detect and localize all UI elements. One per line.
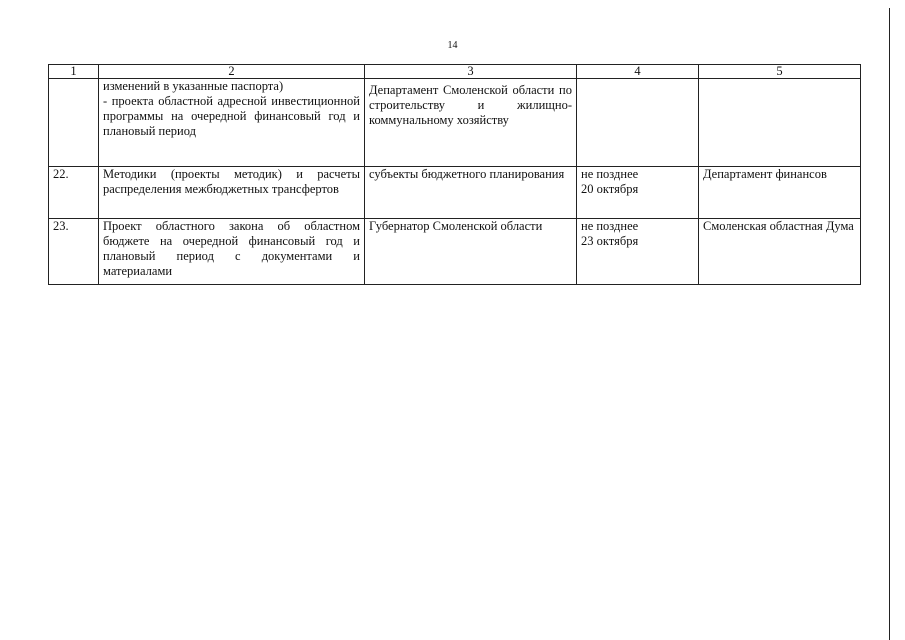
row-document-name-item: - проекта областной адресной инвестиционной программы на очередной финансовый год и плановый период	[103, 94, 360, 138]
row-recipient	[699, 79, 861, 167]
row-document-name-continuation: изменений в указанные паспорта)	[103, 79, 284, 93]
row-deadline-line1: не позднее	[581, 167, 639, 181]
row-responsible: субъекты бюджетного планирования	[365, 167, 577, 219]
row-recipient: Департамент финансов	[699, 167, 861, 219]
row-deadline	[577, 167, 699, 219]
column-header-2: 2	[99, 65, 365, 79]
row-deadline-line2: 23 октября	[581, 234, 639, 248]
table-header-row	[49, 65, 861, 79]
row-number: 22.	[49, 167, 99, 219]
schedule-table	[48, 64, 861, 285]
row-responsible	[365, 79, 577, 167]
row-recipient: Смоленская областная Дума	[699, 219, 861, 285]
row-deadline	[577, 219, 699, 285]
table-row	[49, 79, 861, 167]
column-header-3: 3	[365, 65, 577, 79]
row-responsible: Губернатор Смоленской области	[365, 219, 577, 285]
column-header-4: 4	[577, 65, 699, 79]
row-deadline-line2: 20 октября	[581, 182, 639, 196]
page-edge-line	[889, 8, 890, 640]
row-document-name: Проект областного закона об областном бюджете на очередной финансовый год и плановый период с документами и материалами	[99, 219, 365, 285]
row-deadline	[577, 79, 699, 167]
row-number	[49, 79, 99, 167]
page-number: 14	[447, 40, 458, 51]
table-row	[49, 167, 861, 219]
column-header-5: 5	[699, 65, 861, 79]
row-document-name	[99, 79, 365, 167]
column-header-1: 1	[49, 65, 99, 79]
row-deadline-line1: не позднее	[581, 219, 639, 233]
table-row	[49, 219, 861, 285]
row-number: 23.	[49, 219, 99, 285]
row-responsible-text: Департамент Смоленской области по строительству и жилищно-коммунальному хозяйству	[369, 83, 572, 127]
row-document-name: Методики (проекты методик) и расчеты распределения межбюджетных трансфертов	[99, 167, 365, 219]
